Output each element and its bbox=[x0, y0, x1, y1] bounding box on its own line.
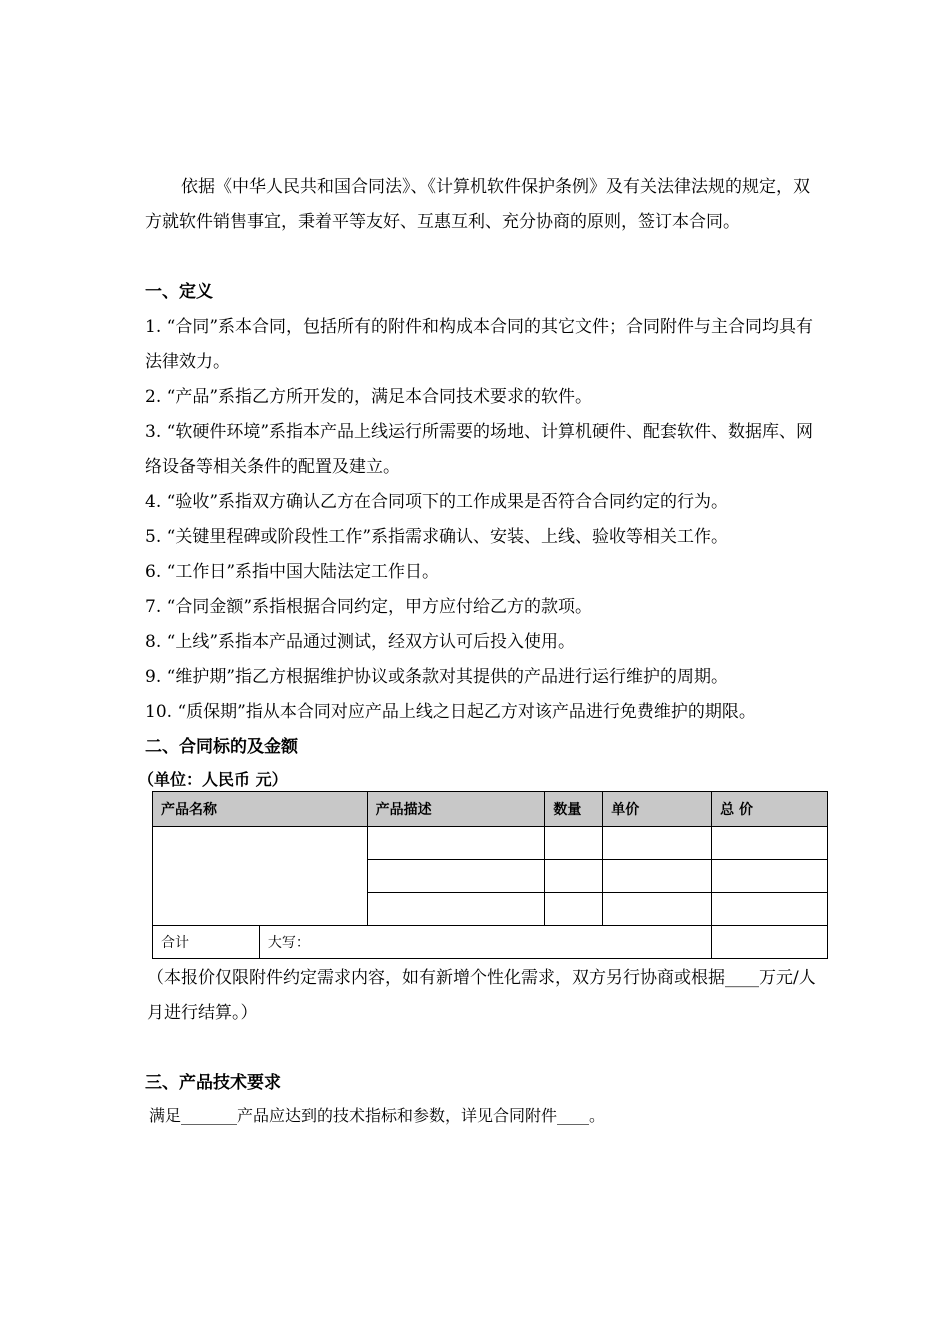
price-table bbox=[152, 791, 828, 959]
table-row bbox=[153, 827, 828, 860]
unit-price-cell[interactable] bbox=[603, 860, 712, 893]
capital-amount-field[interactable]: 大写： bbox=[259, 926, 711, 959]
description-cell[interactable] bbox=[367, 860, 545, 893]
total-row bbox=[153, 926, 828, 959]
total-price-cell[interactable] bbox=[712, 827, 828, 860]
definition-item: 8. “上线”系指本产品通过测试，经双方认可后投入使用。 bbox=[145, 632, 576, 652]
spacer bbox=[145, 240, 825, 275]
quantity-cell[interactable] bbox=[545, 860, 603, 893]
technical-requirement-text: 满足_______产品应达到的技术指标和参数，详见合同附件____。 bbox=[149, 1106, 606, 1125]
section-1-title: 一、定义 bbox=[145, 282, 213, 302]
currency-unit-label: （单位：人民币 元） bbox=[138, 770, 288, 789]
product-name-cell[interactable] bbox=[153, 827, 368, 926]
description-cell[interactable] bbox=[367, 893, 545, 926]
definition-item: 2. “产品”系指乙方所开发的，满足本合同技术要求的软件。 bbox=[145, 387, 593, 407]
definition-item: 1. “合同”系本合同，包括所有的附件和构成本合同的其它文件；合同附件与主合同均具有法律效力。 bbox=[145, 317, 814, 372]
definition-item: 7. “合同金额”系指根据合同约定，甲方应付给乙方的款项。 bbox=[145, 597, 593, 617]
definition-item: 4. “验收”系指双方确认乙方在合同项下的工作成果是否符合合同约定的行为。 bbox=[145, 492, 729, 512]
section-3-title: 三、产品技术要求 bbox=[145, 1073, 281, 1093]
quantity-cell[interactable] bbox=[545, 827, 603, 860]
definition-item: 10. “质保期”指从本合同对应产品上线之日起乙方对该产品进行免费维护的期限。 bbox=[145, 702, 756, 722]
section-2-title: 二、合同标的及金额 bbox=[145, 737, 298, 757]
spacer bbox=[145, 1031, 825, 1066]
definition-item: 5. “关键里程碑或阶段性工作”系指需求确认、安装、上线、验收等相关工作。 bbox=[145, 527, 729, 547]
header-product-description: 产品描述 bbox=[367, 792, 545, 827]
total-price-cell[interactable] bbox=[712, 893, 828, 926]
unit-price-cell[interactable] bbox=[603, 893, 712, 926]
description-cell[interactable] bbox=[367, 827, 545, 860]
intro-paragraph: 依据《中华人民共和国合同法》、《计算机软件保护条例》及有关法律法规的规定，双方就软件销售事宜，秉着平等友好、互惠互利、充分协商的原则，签订本合同。 bbox=[145, 177, 810, 232]
header-total-price: 总 价 bbox=[712, 792, 828, 827]
quantity-cell[interactable] bbox=[545, 893, 603, 926]
contract-page bbox=[138, 170, 825, 1131]
definition-item: 6. “工作日”系指中国大陆法定工作日。 bbox=[145, 562, 440, 582]
total-label: 合计 bbox=[153, 926, 260, 959]
unit-price-cell[interactable] bbox=[603, 827, 712, 860]
definition-item: 3. “软硬件环境”系指本产品上线运行所需要的场地、计算机硬件、配套软件、数据库、网络设备等相关条件的配置及建立。 bbox=[145, 422, 814, 477]
header-unit-price: 单价 bbox=[603, 792, 712, 827]
table-header-row bbox=[153, 792, 828, 827]
definition-item: 9. “维护期”指乙方根据维护协议或条款对其提供的产品进行运行维护的周期。 bbox=[145, 667, 729, 687]
total-price-cell[interactable] bbox=[712, 860, 828, 893]
header-product-name: 产品名称 bbox=[153, 792, 368, 827]
price-note: （本报价仅限附件约定需求内容，如有新增个性化需求，双方另行协商或根据____万元/人月进行结算。） bbox=[147, 968, 816, 1023]
grand-total-cell[interactable] bbox=[712, 926, 828, 959]
header-quantity: 数量 bbox=[545, 792, 603, 827]
